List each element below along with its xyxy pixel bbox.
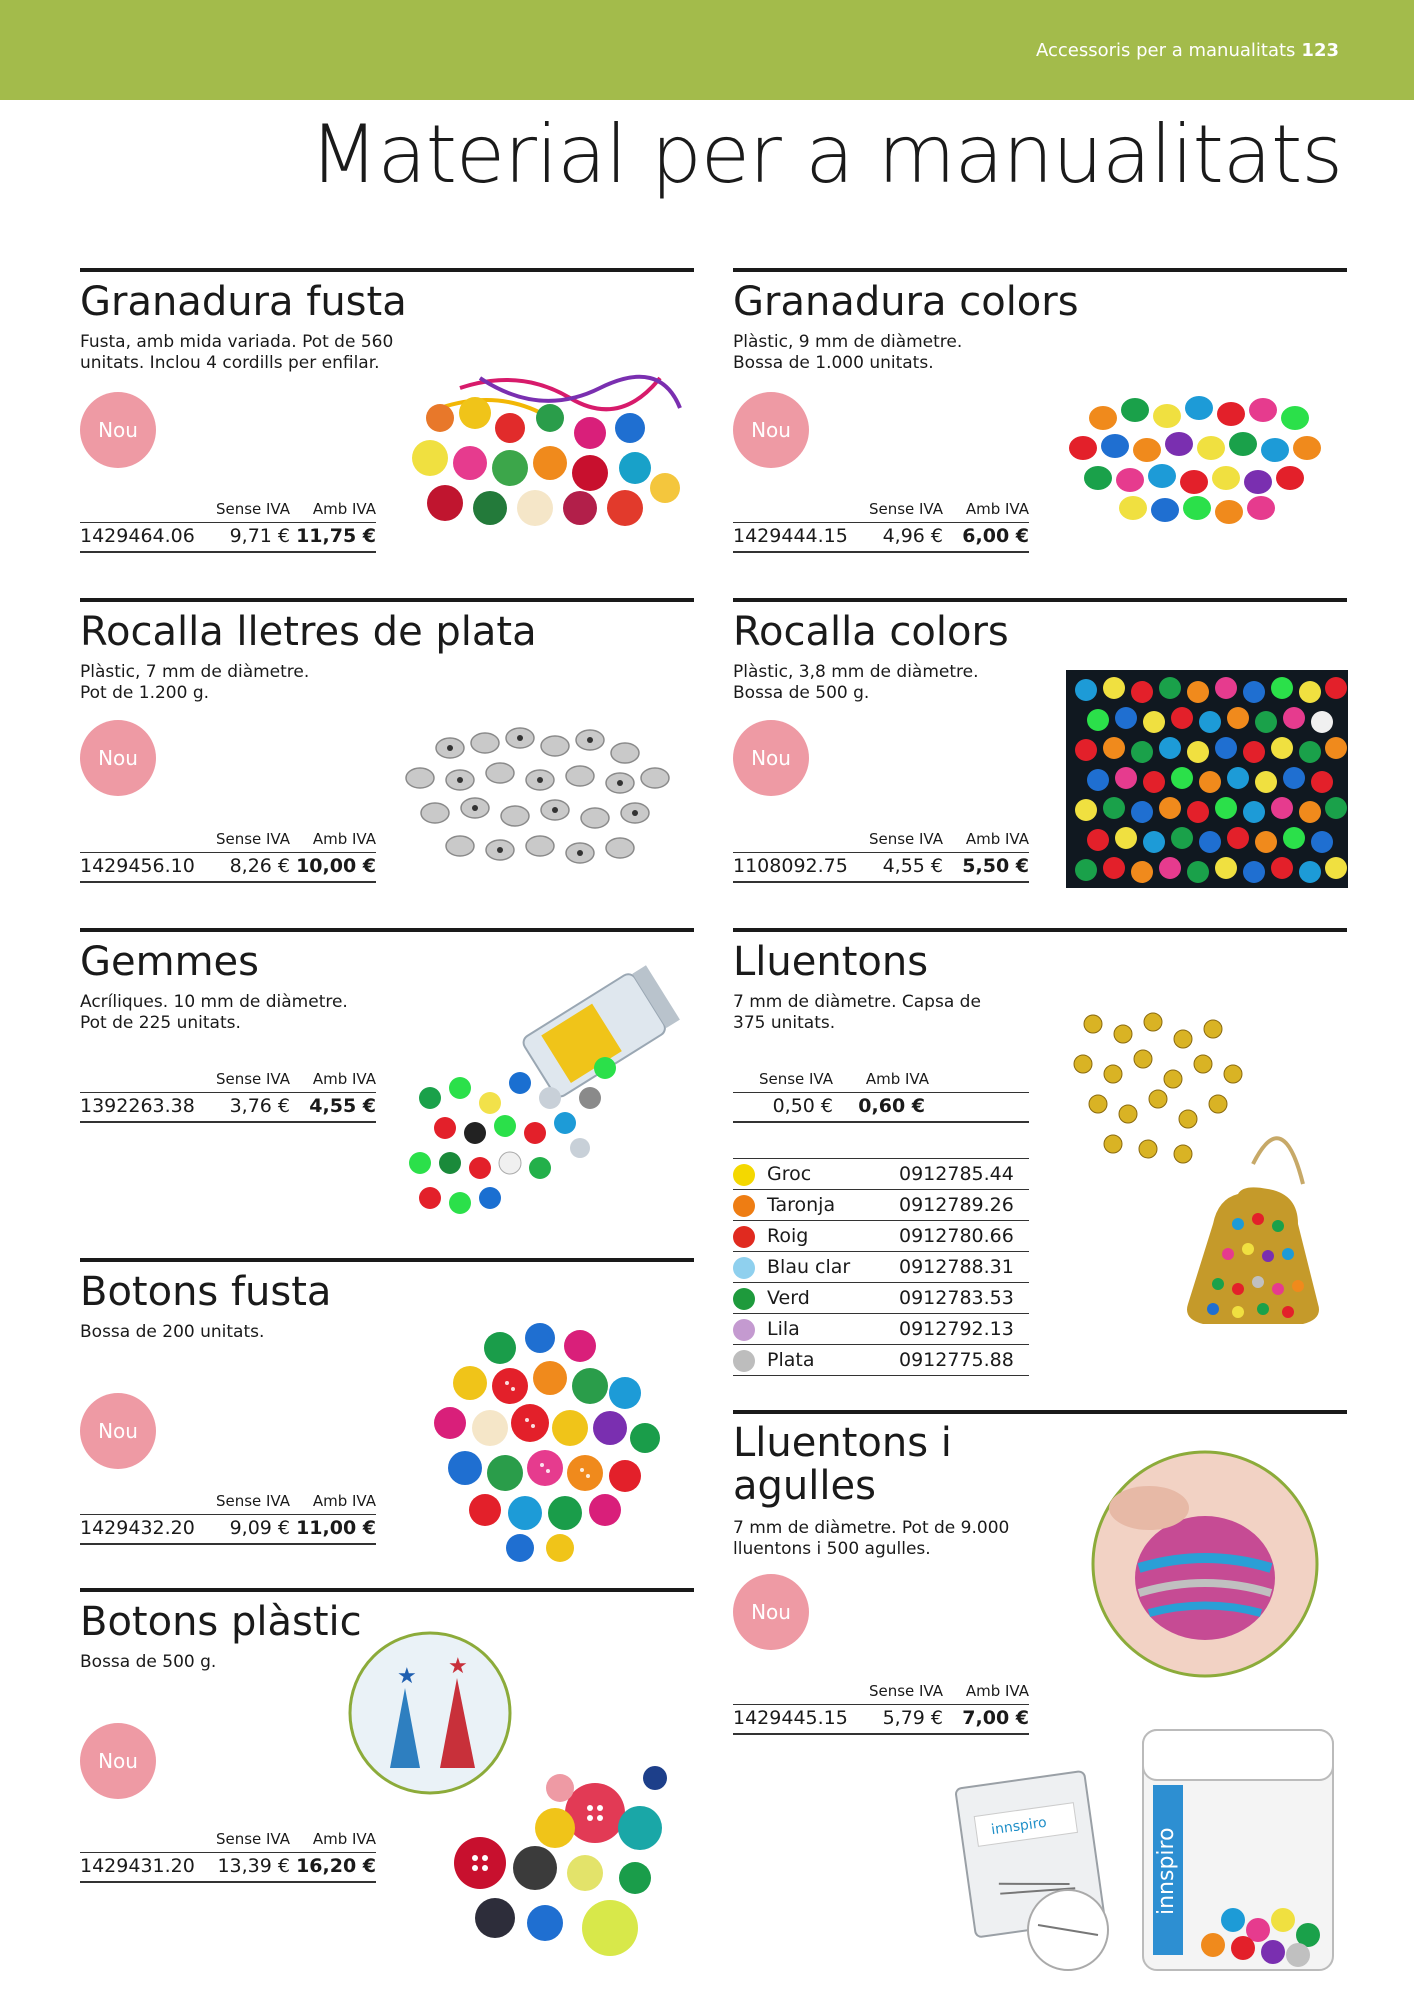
product-description: Bossa de 500 g. (80, 1652, 217, 1672)
brand-logo-text: innspiro (990, 1814, 1048, 1839)
price-sense-iva: 13,39 € (217, 1855, 290, 1877)
color-name: Lila (767, 1318, 800, 1340)
sequin-ball-photo (1089, 1448, 1321, 1680)
product-description: Plàstic, 7 mm de diàmetre. Pot de 1.200 g. (80, 662, 310, 703)
price-table (733, 828, 1029, 883)
header-sense-iva: Sense IVA (868, 500, 943, 518)
list-item (733, 1190, 1029, 1221)
color-name: Roig (767, 1225, 809, 1247)
color-name: Verd (767, 1287, 810, 1309)
section-rule (733, 598, 1347, 602)
product-title: Granadura fusta (80, 279, 407, 325)
color-ref: 0912775.88 (899, 1349, 1014, 1371)
price-row (733, 522, 1029, 553)
list-item (733, 1345, 1029, 1376)
price-row (733, 852, 1029, 883)
product-description: 7 mm de diàmetre. Pot de 9.000 lluentons i 500 agulles. (733, 1518, 1010, 1559)
header-sense-iva: Sense IVA (868, 830, 943, 848)
color-ref: 0912780.66 (899, 1225, 1014, 1247)
new-badge: Nou (80, 392, 156, 468)
color-swatch-icon (733, 1195, 755, 1217)
price-amb-iva: 10,00 € (296, 855, 376, 877)
product-title: Rocalla colors (733, 609, 1009, 655)
price-row (80, 1514, 376, 1545)
color-ref: 0912783.53 (899, 1287, 1014, 1309)
color-ref: 0912789.26 (899, 1194, 1014, 1216)
product-ref: 1429445.15 (733, 1707, 848, 1729)
new-badge: Nou (80, 1393, 156, 1469)
colored-beads-image (1053, 378, 1343, 538)
page-title: Material per a manualitats (309, 108, 1342, 201)
price-table (80, 1490, 376, 1545)
section-rule (80, 1258, 694, 1262)
product-ref: 1429431.20 (80, 1855, 195, 1877)
header-amb-iva: Amb IVA (312, 500, 376, 518)
product-title: Botons plàstic (80, 1599, 362, 1645)
section-rule (80, 1588, 694, 1592)
header-amb-iva: Amb IVA (965, 500, 1029, 518)
color-name: Blau clar (767, 1256, 851, 1278)
price-table (733, 498, 1029, 553)
header-amb-iva: Amb IVA (312, 830, 376, 848)
price-amb-iva: 16,20 € (296, 1855, 376, 1877)
price-sense-iva: 0,50 € (772, 1095, 833, 1117)
price-table (80, 828, 376, 883)
header-sense-iva: Sense IVA (215, 1070, 290, 1088)
price-sense-iva: 4,96 € (882, 525, 943, 547)
product-description: Plàstic, 3,8 mm de diàmetre. Bossa de 500 g. (733, 662, 979, 703)
seed-beads-image (1066, 670, 1348, 888)
product-ref: 1392263.38 (80, 1095, 195, 1117)
section-rule (733, 928, 1347, 932)
price-row (80, 1852, 376, 1883)
wooden-beads-image (400, 358, 690, 548)
header-amb-iva: Amb IVA (312, 1070, 376, 1088)
price-sense-iva: 9,71 € (229, 525, 290, 547)
color-ref: 0912788.31 (899, 1256, 1014, 1278)
price-row (733, 1092, 1029, 1123)
price-row (80, 852, 376, 883)
header-amb-iva: Amb IVA (865, 1070, 929, 1088)
top-bar (0, 0, 1414, 100)
brand-logo-text: innspiro (1154, 1827, 1179, 1915)
color-ref: 0912792.13 (899, 1318, 1014, 1340)
price-sense-iva: 5,79 € (882, 1707, 943, 1729)
new-badge: Nou (733, 720, 809, 796)
product-title-line-1: Lluentons i (733, 1420, 952, 1466)
price-table (80, 1068, 376, 1123)
section-header (1036, 40, 1339, 61)
color-swatch-icon (733, 1288, 755, 1310)
color-name: Taronja (767, 1194, 836, 1216)
product-description: 7 mm de diàmetre. Capsa de 375 unitats. (733, 992, 981, 1033)
price-sense-iva: 3,76 € (229, 1095, 290, 1117)
product-title: Gemmes (80, 939, 259, 985)
product-title: Botons fusta (80, 1269, 332, 1315)
color-swatch-icon (733, 1350, 755, 1372)
header-sense-iva: Sense IVA (758, 1070, 833, 1088)
section-rule (733, 1410, 1347, 1414)
product-description: Fusta, amb mida variada. Pot de 560 unitats. Inclou 4 cordills per enfilar. (80, 332, 394, 373)
header-sense-iva: Sense IVA (215, 500, 290, 518)
color-name: Groc (767, 1163, 812, 1185)
header-amb-iva: Amb IVA (965, 1682, 1029, 1700)
product-description: Bossa de 200 unitats. (80, 1322, 265, 1342)
price-table (733, 1068, 1029, 1123)
price-row (80, 1092, 376, 1123)
price-amb-iva: 7,00 € (962, 1707, 1029, 1729)
product-ref: 1429464.06 (80, 525, 195, 547)
new-badge: Nou (80, 720, 156, 796)
price-amb-iva: 11,75 € (296, 525, 376, 547)
header-amb-iva: Amb IVA (312, 1830, 376, 1848)
product-title: Lluentons (733, 939, 929, 985)
color-swatch-icon (733, 1164, 755, 1186)
color-swatch-icon (733, 1257, 755, 1279)
product-ref: 1429432.20 (80, 1517, 195, 1539)
section-rule (80, 598, 694, 602)
header-sense-iva: Sense IVA (215, 830, 290, 848)
color-swatch-icon (733, 1319, 755, 1341)
product-description: Acríliques. 10 mm de diàmetre. Pot de 225 unitats. (80, 992, 348, 1033)
product-title: Rocalla lletres de plata (80, 609, 537, 655)
price-amb-iva: 4,55 € (309, 1095, 376, 1117)
plastic-buttons-image (345, 1628, 695, 1968)
color-ref: 0912785.44 (899, 1163, 1014, 1185)
color-swatch-icon (733, 1226, 755, 1248)
color-name: Plata (767, 1349, 815, 1371)
sequins-bell-image (1053, 1004, 1347, 1364)
new-badge: Nou (733, 1574, 809, 1650)
product-ref: 1108092.75 (733, 855, 848, 877)
price-sense-iva: 9,09 € (229, 1517, 290, 1539)
product-ref: 1429444.15 (733, 525, 848, 547)
list-item (733, 1283, 1029, 1314)
section-rule (80, 928, 694, 932)
wooden-buttons-image (410, 1298, 680, 1578)
list-item (733, 1314, 1029, 1345)
price-amb-iva: 6,00 € (962, 525, 1029, 547)
price-sense-iva: 4,55 € (882, 855, 943, 877)
svg-text:★: ★ (448, 1654, 468, 1679)
list-item (733, 1252, 1029, 1283)
price-amb-iva: 5,50 € (962, 855, 1029, 877)
price-row (80, 522, 376, 553)
section-title: Accessoris per a manualitats (1035, 40, 1296, 61)
price-table (80, 1828, 376, 1883)
product-description: Plàstic, 9 mm de diàmetre. Bossa de 1.000 unitats. (733, 332, 963, 373)
price-sense-iva: 8,26 € (229, 855, 290, 877)
section-rule (80, 268, 694, 272)
sequin-pot-and-pins-image (943, 1690, 1347, 1990)
page-number: 123 (1301, 40, 1339, 61)
product-ref: 1429456.10 (80, 855, 195, 877)
header-sense-iva: Sense IVA (868, 1682, 943, 1700)
sequin-color-list (733, 1158, 1029, 1376)
gems-jar-image (390, 958, 690, 1248)
price-amb-iva: 0,60 € (858, 1095, 925, 1117)
new-badge: Nou (733, 392, 809, 468)
silver-letter-beads-image (390, 708, 690, 888)
price-table (80, 498, 376, 553)
price-amb-iva: 11,00 € (296, 1517, 376, 1539)
section-rule (733, 268, 1347, 272)
header-amb-iva: Amb IVA (965, 830, 1029, 848)
list-item (733, 1221, 1029, 1252)
product-title-line-2: agulles (733, 1463, 876, 1509)
new-badge: Nou (80, 1723, 156, 1799)
header-sense-iva: Sense IVA (215, 1830, 290, 1848)
header-amb-iva: Amb IVA (312, 1492, 376, 1510)
product-title (733, 1422, 952, 1508)
list-item (733, 1158, 1029, 1190)
svg-text:★: ★ (397, 1664, 417, 1689)
product-title: Granadura colors (733, 279, 1079, 325)
header-sense-iva: Sense IVA (215, 1492, 290, 1510)
